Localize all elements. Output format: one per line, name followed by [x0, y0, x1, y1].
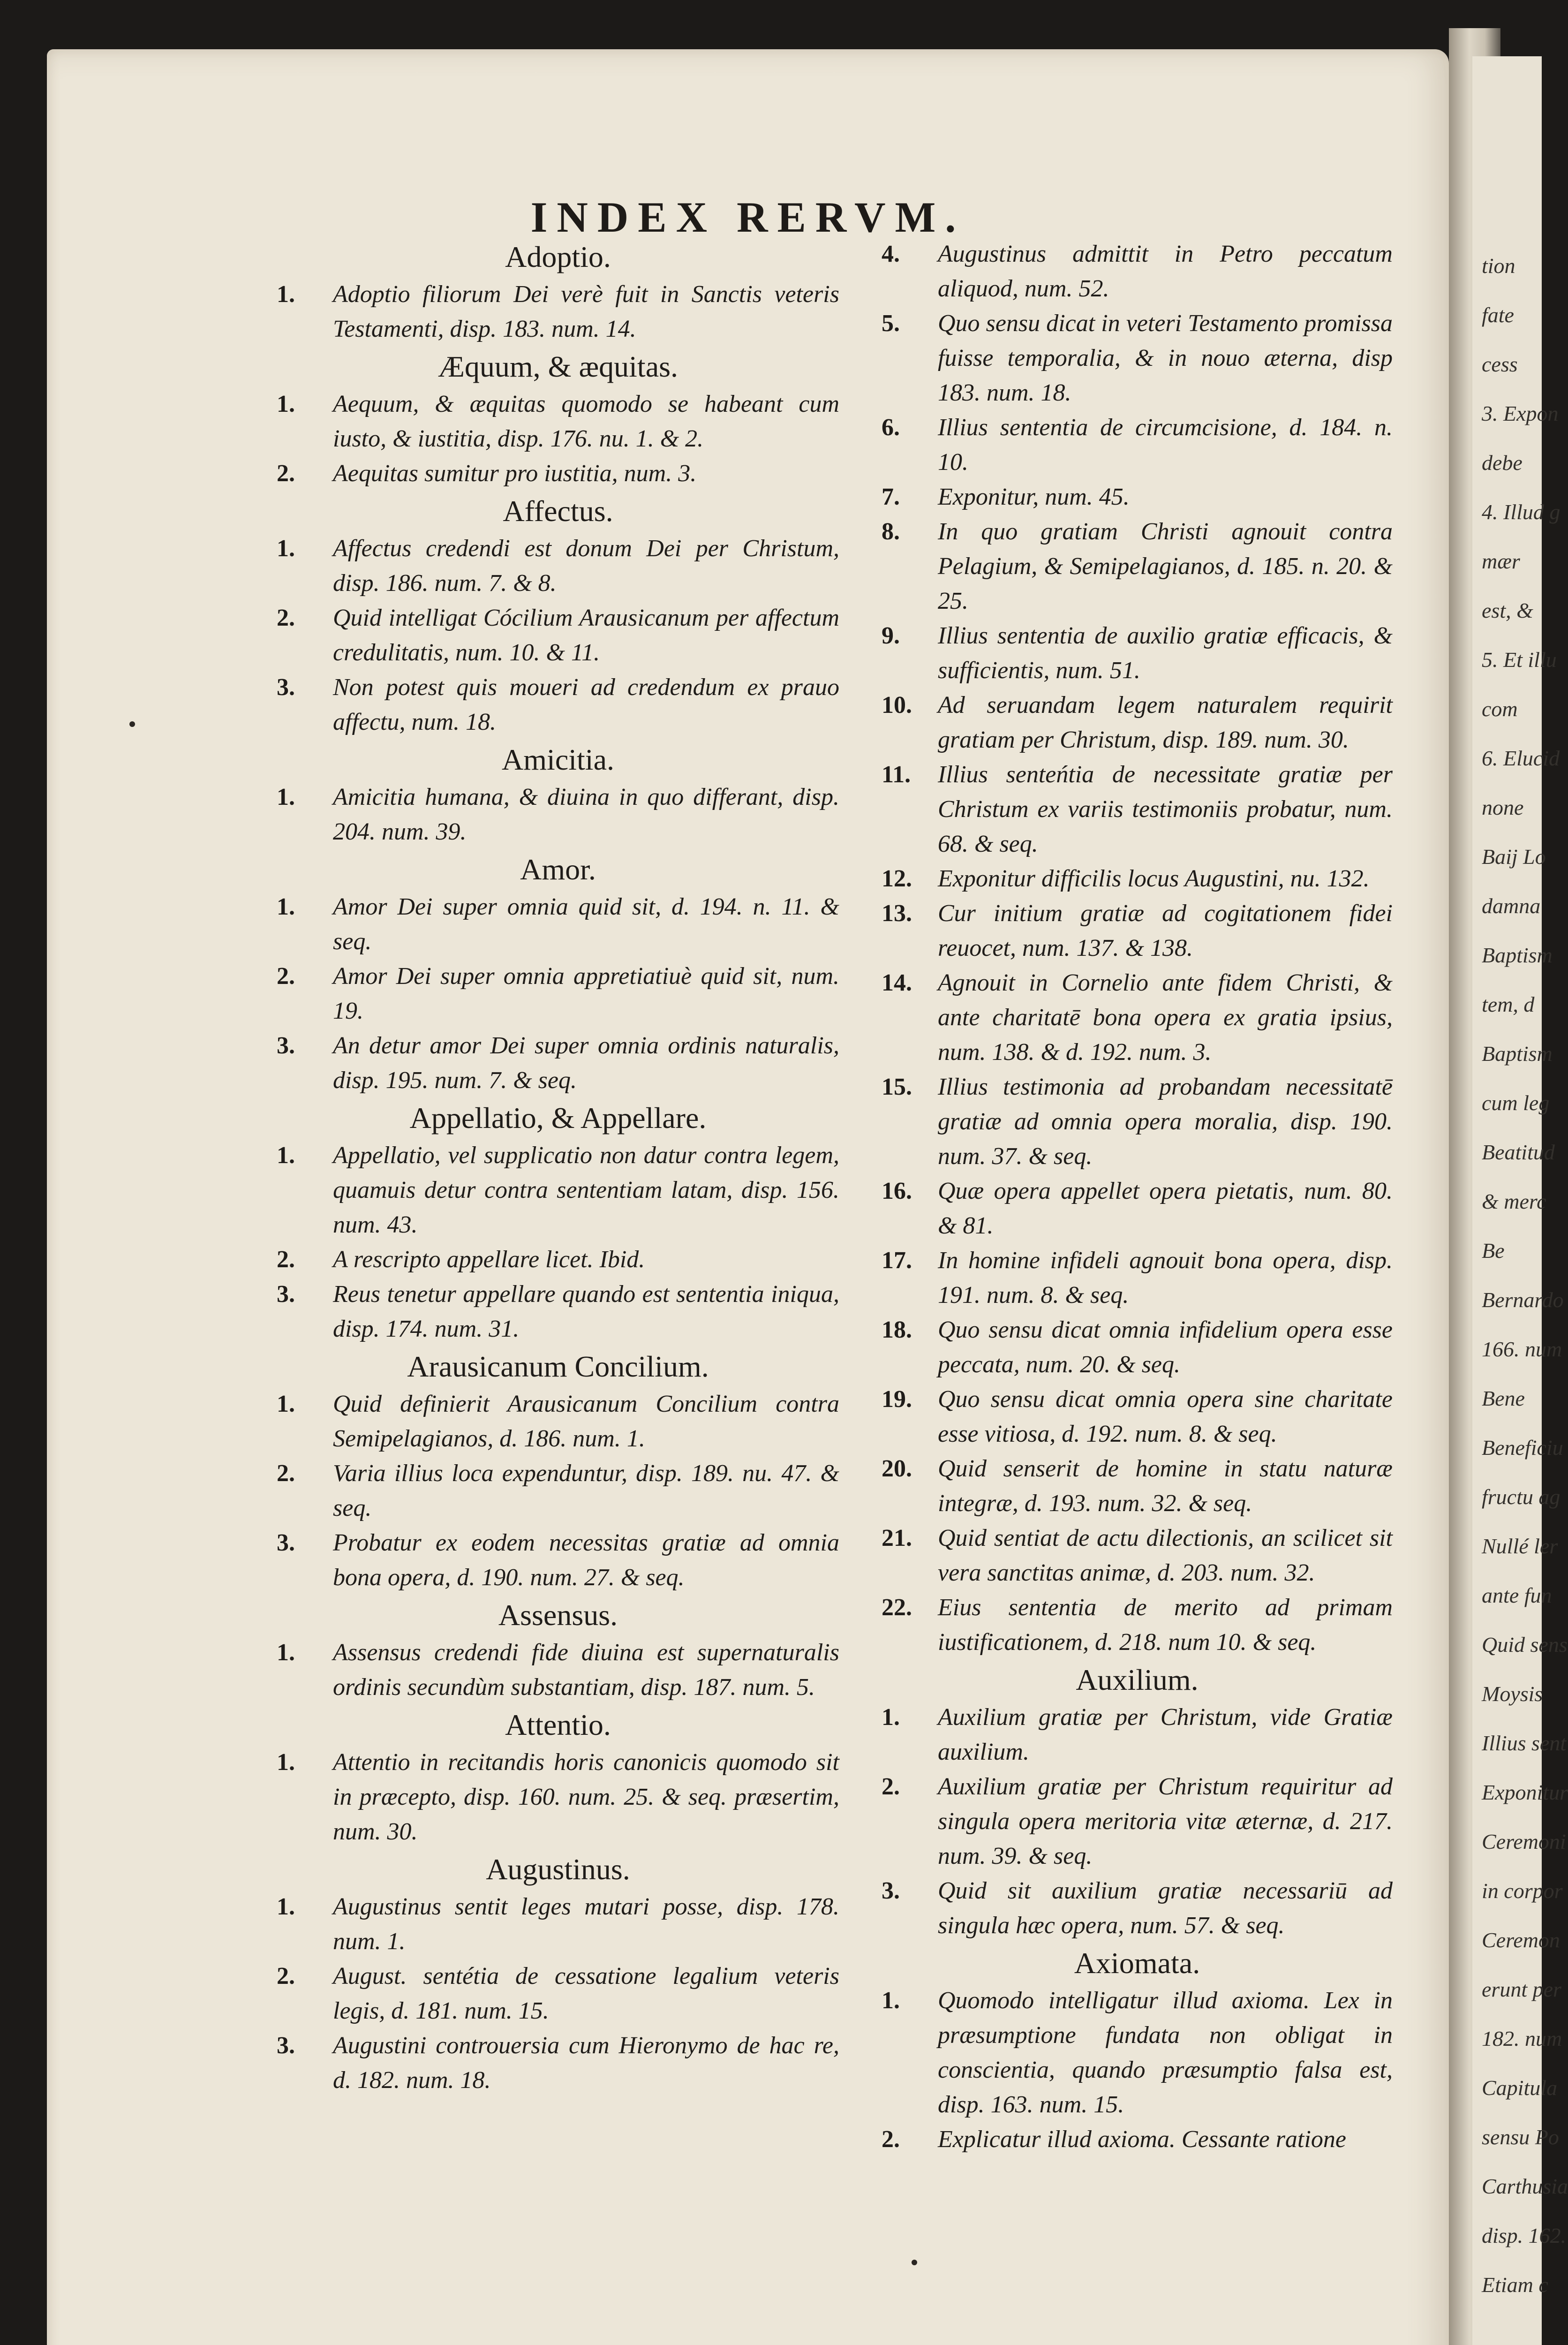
next-page-fragment: erunt per: [1482, 1977, 1561, 2001]
index-entry: [277, 2028, 839, 2098]
entry-number: 4.: [882, 241, 900, 267]
next-page-fragment: Bernardo: [1482, 1288, 1564, 1312]
index-entry: [882, 1243, 1393, 1313]
index-entry: [882, 966, 1393, 1070]
next-page-fragment: & merc: [1482, 1189, 1546, 1213]
index-entry: [277, 780, 839, 849]
entry-text: Auxilium gratiæ per Christum requiritur ad singula opera meritoria vitæ æternæ, d. 217. num. 39. & seq.: [938, 1773, 1393, 1869]
next-page-fragment: Exponitur: [1482, 1780, 1568, 1804]
index-heading: Adoptio.: [505, 240, 611, 273]
index-heading: Amicitia.: [502, 743, 614, 776]
entry-text: Affectus credendi est donum Dei per Christum, disp. 186. num. 7. & 8.: [333, 535, 839, 597]
entry-number: 2.: [277, 1246, 295, 1273]
index-entry: [882, 862, 1393, 896]
entry-text: Amor Dei super omnia quid sit, d. 194. n. 11. & seq.: [333, 893, 839, 955]
entry-text: Quid senserit de homine in statu naturæ integræ, d. 193. num. 32. & seq.: [938, 1455, 1393, 1517]
next-page-fragment: ante fun: [1482, 1583, 1552, 1607]
next-page-fragment: Quid sens: [1482, 1633, 1568, 1657]
entry-text: Quo sensu dicat in veteri Testamento promissa fuisse temporalia, & in nouo æterna, disp 183. num. 18.: [938, 310, 1393, 406]
index-entry: [882, 1983, 1393, 2122]
entry-text: Illius testimonia ad probandam necessitatē gratiæ ad omnia opera moralia, disp. 190. num. 37. & seq.: [938, 1074, 1393, 1170]
entry-text: Illius sententia de auxilio gratiæ efficacis, & sufficientis, num. 51.: [938, 622, 1393, 684]
entry-number: 5.: [882, 310, 900, 337]
right-column: [882, 237, 1393, 2157]
entry-number: 21.: [882, 1525, 912, 1551]
index-entry: [882, 410, 1393, 480]
entry-number: 7.: [882, 484, 900, 510]
entry-number: 16.: [882, 1178, 912, 1204]
index-entry: [277, 1277, 839, 1346]
entry-text: Quid intelligat Cócilium Arausicanum per affectum credulitatis, num. 10. & 11.: [333, 605, 839, 666]
entry-number: 1.: [277, 391, 295, 417]
entry-number: 2.: [882, 2126, 900, 2153]
entry-text: August. sentétia de cessatione legalium veteris legis, d. 181. num. 15.: [333, 1963, 839, 2024]
entry-text: Ad seruandam legem naturalem requirit gratiam per Christum, disp. 189. num. 30.: [938, 692, 1393, 753]
next-page-fragment: 4. Illud g: [1482, 500, 1560, 524]
entry-text: Eius sententia de merito ad primam iustificationem, d. 218. num 10. & seq.: [938, 1594, 1393, 1656]
index-heading: Assensus.: [498, 1598, 618, 1632]
entry-text: Varia illius loca expenduntur, disp. 189. nu. 47. & seq.: [333, 1460, 839, 1521]
entry-text: Attentio in recitandis horis canonicis quomodo sit in præcepto, disp. 160. num. 25. & seq. præsertim, num. 30.: [333, 1749, 839, 1845]
next-page-fragment: 3. Expon: [1482, 401, 1559, 425]
index-entry: [882, 1521, 1393, 1590]
index-entry: [277, 1387, 839, 1456]
entry-text: Explicatur illud axioma. Cessante ratione: [938, 2126, 1346, 2153]
next-page-fragment: mær: [1482, 549, 1520, 573]
index-entry: [882, 1070, 1393, 1174]
next-page-fragment: Baptism: [1482, 943, 1553, 967]
entry-number: 3.: [277, 1281, 295, 1308]
entry-number: 1.: [882, 1704, 900, 1731]
index-entry: [277, 1635, 839, 1705]
entry-text: Cur initium gratiæ ad cogitationem fidei reuocet, num. 137. & 138.: [938, 900, 1393, 961]
index-heading: Auxilium.: [1076, 1663, 1199, 1696]
index-entry: [882, 619, 1393, 688]
index-entry: [882, 480, 1393, 514]
entry-number: 3.: [277, 2032, 295, 2059]
index-entry: [277, 531, 839, 601]
next-page-fragment: tion: [1482, 254, 1515, 278]
entry-text: Quo sensu dicat omnia opera sine charitate esse vitiosa, d. 192. num. 8. & seq.: [938, 1386, 1393, 1447]
entry-number: 1.: [882, 1987, 900, 2014]
index-entry: [882, 1590, 1393, 1660]
index-entry: [277, 890, 839, 959]
index-entry: [882, 237, 1393, 306]
index-entry: [277, 456, 839, 491]
entry-number: 3.: [882, 1877, 900, 1904]
index-entry: [277, 1745, 839, 1849]
next-page-fragment: 166. num: [1482, 1337, 1562, 1361]
next-page-fragment: Bene: [1482, 1386, 1525, 1410]
index-entry: [882, 1452, 1393, 1521]
entry-text: Auxilium gratiæ per Christum, vide Gratiæ auxilium.: [938, 1704, 1393, 1765]
next-page-fragment: damna: [1482, 894, 1541, 918]
entry-number: 19.: [882, 1386, 912, 1413]
entry-number: 13.: [882, 900, 912, 927]
entry-text: Quo sensu dicat omnia infidelium opera esse peccata, num. 20. & seq.: [938, 1316, 1393, 1378]
index-entry: [882, 896, 1393, 966]
entry-text: Augustini controuersia cum Hieronymo de hac re, d. 182. num. 18.: [333, 2032, 839, 2094]
entry-text: Exponitur difficilis locus Augustini, nu. 132.: [938, 865, 1370, 892]
entry-number: 11.: [882, 761, 911, 788]
entry-text: In quo gratiam Christi agnouit contra Pelagium, & Semipelagianos, d. 185. n. 20. & 25.: [938, 518, 1393, 614]
next-page-fragment: Ceremon: [1482, 1928, 1560, 1952]
next-page-fragment: Nullé ler: [1482, 1534, 1558, 1558]
entry-text: Augustinus sentit leges mutari posse, disp. 178. num. 1.: [333, 1893, 839, 1955]
entry-text: Adoptio filiorum Dei verè fuit in Sanctis veteris Testamenti, disp. 183. num. 14.: [333, 281, 839, 342]
index-entry: [277, 1456, 839, 1526]
entry-text: Quomodo intelligatur illud axioma. Lex in præsumptione fundata non obligat in conscientia, quando præsumptio falsa est, disp. 163. num. 15.: [938, 1987, 1393, 2118]
index-heading: Axiomata.: [1074, 1946, 1200, 1980]
index-entry: [277, 1138, 839, 1242]
index-entry: [277, 1242, 839, 1277]
entry-number: 22.: [882, 1594, 912, 1621]
next-page-fragment: Carthusia: [1482, 2174, 1568, 2198]
index-entry: [882, 1313, 1393, 1382]
entry-number: 12.: [882, 865, 912, 892]
next-page-fragment: fructu ag: [1482, 1485, 1560, 1509]
entry-text: Amor Dei super omnia appretiatiuè quid sit, num. 19.: [333, 963, 839, 1024]
next-page-fragment: in corpor: [1482, 1879, 1563, 1903]
index-entry: [882, 757, 1393, 862]
index-entry: [277, 1029, 839, 1098]
entry-text: Augustinus admittit in Petro peccatum aliquod, num. 52.: [938, 241, 1393, 302]
index-entry: [277, 959, 839, 1029]
next-page-fragment: Baij Lo: [1482, 845, 1546, 869]
entry-text: Quid sentiat de actu dilectionis, an scilicet sit vera sanctitas animæ, d. 203. num. 32.: [938, 1525, 1393, 1586]
index-entry: [882, 1382, 1393, 1452]
left-column: [277, 237, 839, 2098]
entry-number: 2.: [277, 1963, 295, 1989]
entry-number: 10.: [882, 692, 912, 719]
index-entry: [277, 277, 839, 347]
entry-number: 2.: [277, 963, 295, 990]
entry-number: 1.: [277, 893, 295, 920]
ink-speck: [912, 2260, 917, 2265]
entry-number: 1.: [277, 1639, 295, 1666]
next-page-fragment: 5. Et illu: [1482, 648, 1557, 672]
next-page-fragment: Baptism: [1482, 1042, 1553, 1066]
entry-text: Illius sententia de circumcisione, d. 184. n. 10.: [938, 414, 1393, 476]
entry-number: 1.: [277, 1391, 295, 1417]
entry-number: 20.: [882, 1455, 912, 1482]
entry-text: In homine infideli agnouit bona opera, disp. 191. num. 8. & seq.: [938, 1247, 1393, 1309]
entry-text: Assensus credendi fide diuina est supernaturalis ordinis secundùm substantiam, disp. 187. num. 5.: [333, 1639, 839, 1701]
next-page-fragment: Etiam c: [1482, 2273, 1548, 2297]
index-entry: [882, 1770, 1393, 1874]
next-page-fragment: com: [1482, 697, 1518, 721]
adjacent-page-edge: [1472, 56, 1568, 2345]
entry-number: 1.: [277, 784, 295, 810]
index-entry: [882, 514, 1393, 619]
next-page-fragment: Capitula: [1482, 2076, 1558, 2100]
index-entry: [882, 1874, 1393, 1943]
entry-text: Reus tenetur appellare quando est sententia iniqua, disp. 174. num. 31.: [333, 1281, 839, 1342]
next-page-fragment: 6. Elucid: [1482, 746, 1560, 770]
index-entry: [277, 1959, 839, 2028]
next-page-fragment: fate: [1482, 303, 1514, 327]
entry-number: 3.: [277, 1032, 295, 1059]
index-entry: [277, 670, 839, 740]
entry-number: 2.: [277, 605, 295, 631]
next-page-fragment: none: [1482, 795, 1524, 819]
next-page-fragment: 182. num: [1482, 2027, 1562, 2050]
entry-number: 2.: [277, 1460, 295, 1487]
entry-text: Quæ opera appellet opera pietatis, num. 80. & 81.: [938, 1178, 1393, 1239]
page-title: INDEX RERVM.: [530, 193, 965, 241]
next-page-fragment: Beatitud: [1482, 1140, 1555, 1164]
next-page-fragment: cum leg: [1482, 1091, 1550, 1115]
next-page-fragment: debe: [1482, 451, 1523, 475]
entry-text: Amicitia humana, & diuina in quo differant, disp. 204. num. 39.: [333, 784, 839, 845]
entry-number: 17.: [882, 1247, 912, 1274]
index-heading: Affectus.: [503, 494, 613, 528]
entry-number: 3.: [277, 674, 295, 701]
index-entry: [277, 387, 839, 456]
entry-text: Quid definierit Arausicanum Concilium contra Semipelagianos, d. 186. num. 1.: [333, 1391, 839, 1452]
next-page-fragment: disp. 162.: [1482, 2224, 1567, 2247]
entry-number: 1.: [277, 1749, 295, 1776]
entry-number: 2.: [277, 460, 295, 487]
entry-number: 1.: [277, 281, 295, 308]
entry-text: Quid sit auxilium gratiæ necessariū ad singula hæc opera, num. 57. & seq.: [938, 1877, 1393, 1939]
entry-text: Aequum, & æquitas quomodo se habeant cum iusto, & iustitia, disp. 176. nu. 1. & 2.: [333, 391, 839, 452]
entry-number: 15.: [882, 1074, 912, 1100]
entry-number: 8.: [882, 518, 900, 545]
index-entry: [277, 601, 839, 670]
entry-text: Illius senteńtia de necessitate gratiæ per Christum ex variis testimoniis probatur, num. 68. & seq.: [938, 761, 1393, 857]
index-entry: [882, 1700, 1393, 1770]
index-entry: [277, 1890, 839, 1959]
index-entry: [882, 2122, 1393, 2157]
entry-number: 1.: [277, 1893, 295, 1920]
next-page-fragment: Ceremoni: [1482, 1830, 1566, 1853]
entry-text: Exponitur, num. 45.: [938, 484, 1130, 510]
index-entry: [277, 1526, 839, 1595]
entry-text: Aequitas sumitur pro iustitia, num. 3.: [333, 460, 697, 487]
index-heading: Arausicanum Concilium.: [407, 1350, 709, 1383]
entry-number: 2.: [882, 1773, 900, 1800]
entry-number: 18.: [882, 1316, 912, 1343]
entry-number: 1.: [277, 535, 295, 562]
index-heading: Augustinus.: [486, 1853, 630, 1886]
next-page-fragment: tem, d: [1482, 992, 1535, 1016]
index-entry: [882, 1174, 1393, 1243]
entry-text: Probatur ex eodem necessitas gratiæ ad omnia bona opera, d. 190. num. 27. & seq.: [333, 1529, 839, 1591]
next-page-fragment: Be: [1482, 1239, 1505, 1263]
next-page-fragment: est, &: [1482, 598, 1533, 622]
next-page-fragment: Illius sent: [1482, 1731, 1567, 1755]
entry-text: Agnouit in Cornelio ante fidem Christi, & ante charitatē bona opera ex gratia ipsius, num. 138. & d. 192. num. 3.: [938, 969, 1393, 1066]
entry-text: Non potest quis moueri ad credendum ex prauo affectu, num. 18.: [333, 674, 839, 735]
entry-text: A rescripto appellare licet. Ibid.: [333, 1246, 645, 1273]
entry-text: An detur amor Dei super omnia ordinis naturalis, disp. 195. num. 7. & seq.: [333, 1032, 839, 1094]
entry-number: 6.: [882, 414, 900, 441]
entry-number: 9.: [882, 622, 900, 649]
entry-text: Appellatio, vel supplicatio non datur contra legem, quamuis detur contra sententiam latam, disp. 156. num. 43.: [333, 1142, 839, 1238]
index-entry: [882, 688, 1393, 757]
entry-number: 1.: [277, 1142, 295, 1169]
index-entry: [882, 306, 1393, 410]
ink-speck: [129, 721, 135, 727]
index-heading: Æquum, & æquitas.: [437, 350, 678, 383]
entry-number: 14.: [882, 969, 912, 996]
index-heading: Attentio.: [505, 1708, 611, 1741]
index-heading: Appellatio, & Appellare.: [409, 1101, 707, 1135]
index-heading: Amor.: [520, 853, 596, 886]
next-page-fragment: cess: [1482, 352, 1518, 376]
entry-number: 3.: [277, 1529, 295, 1556]
next-page-fragment: Moysis: [1482, 1682, 1543, 1706]
next-page-fragment: sensu Po: [1482, 2125, 1559, 2149]
next-page-fragment: Beneficiu: [1482, 1436, 1563, 1460]
